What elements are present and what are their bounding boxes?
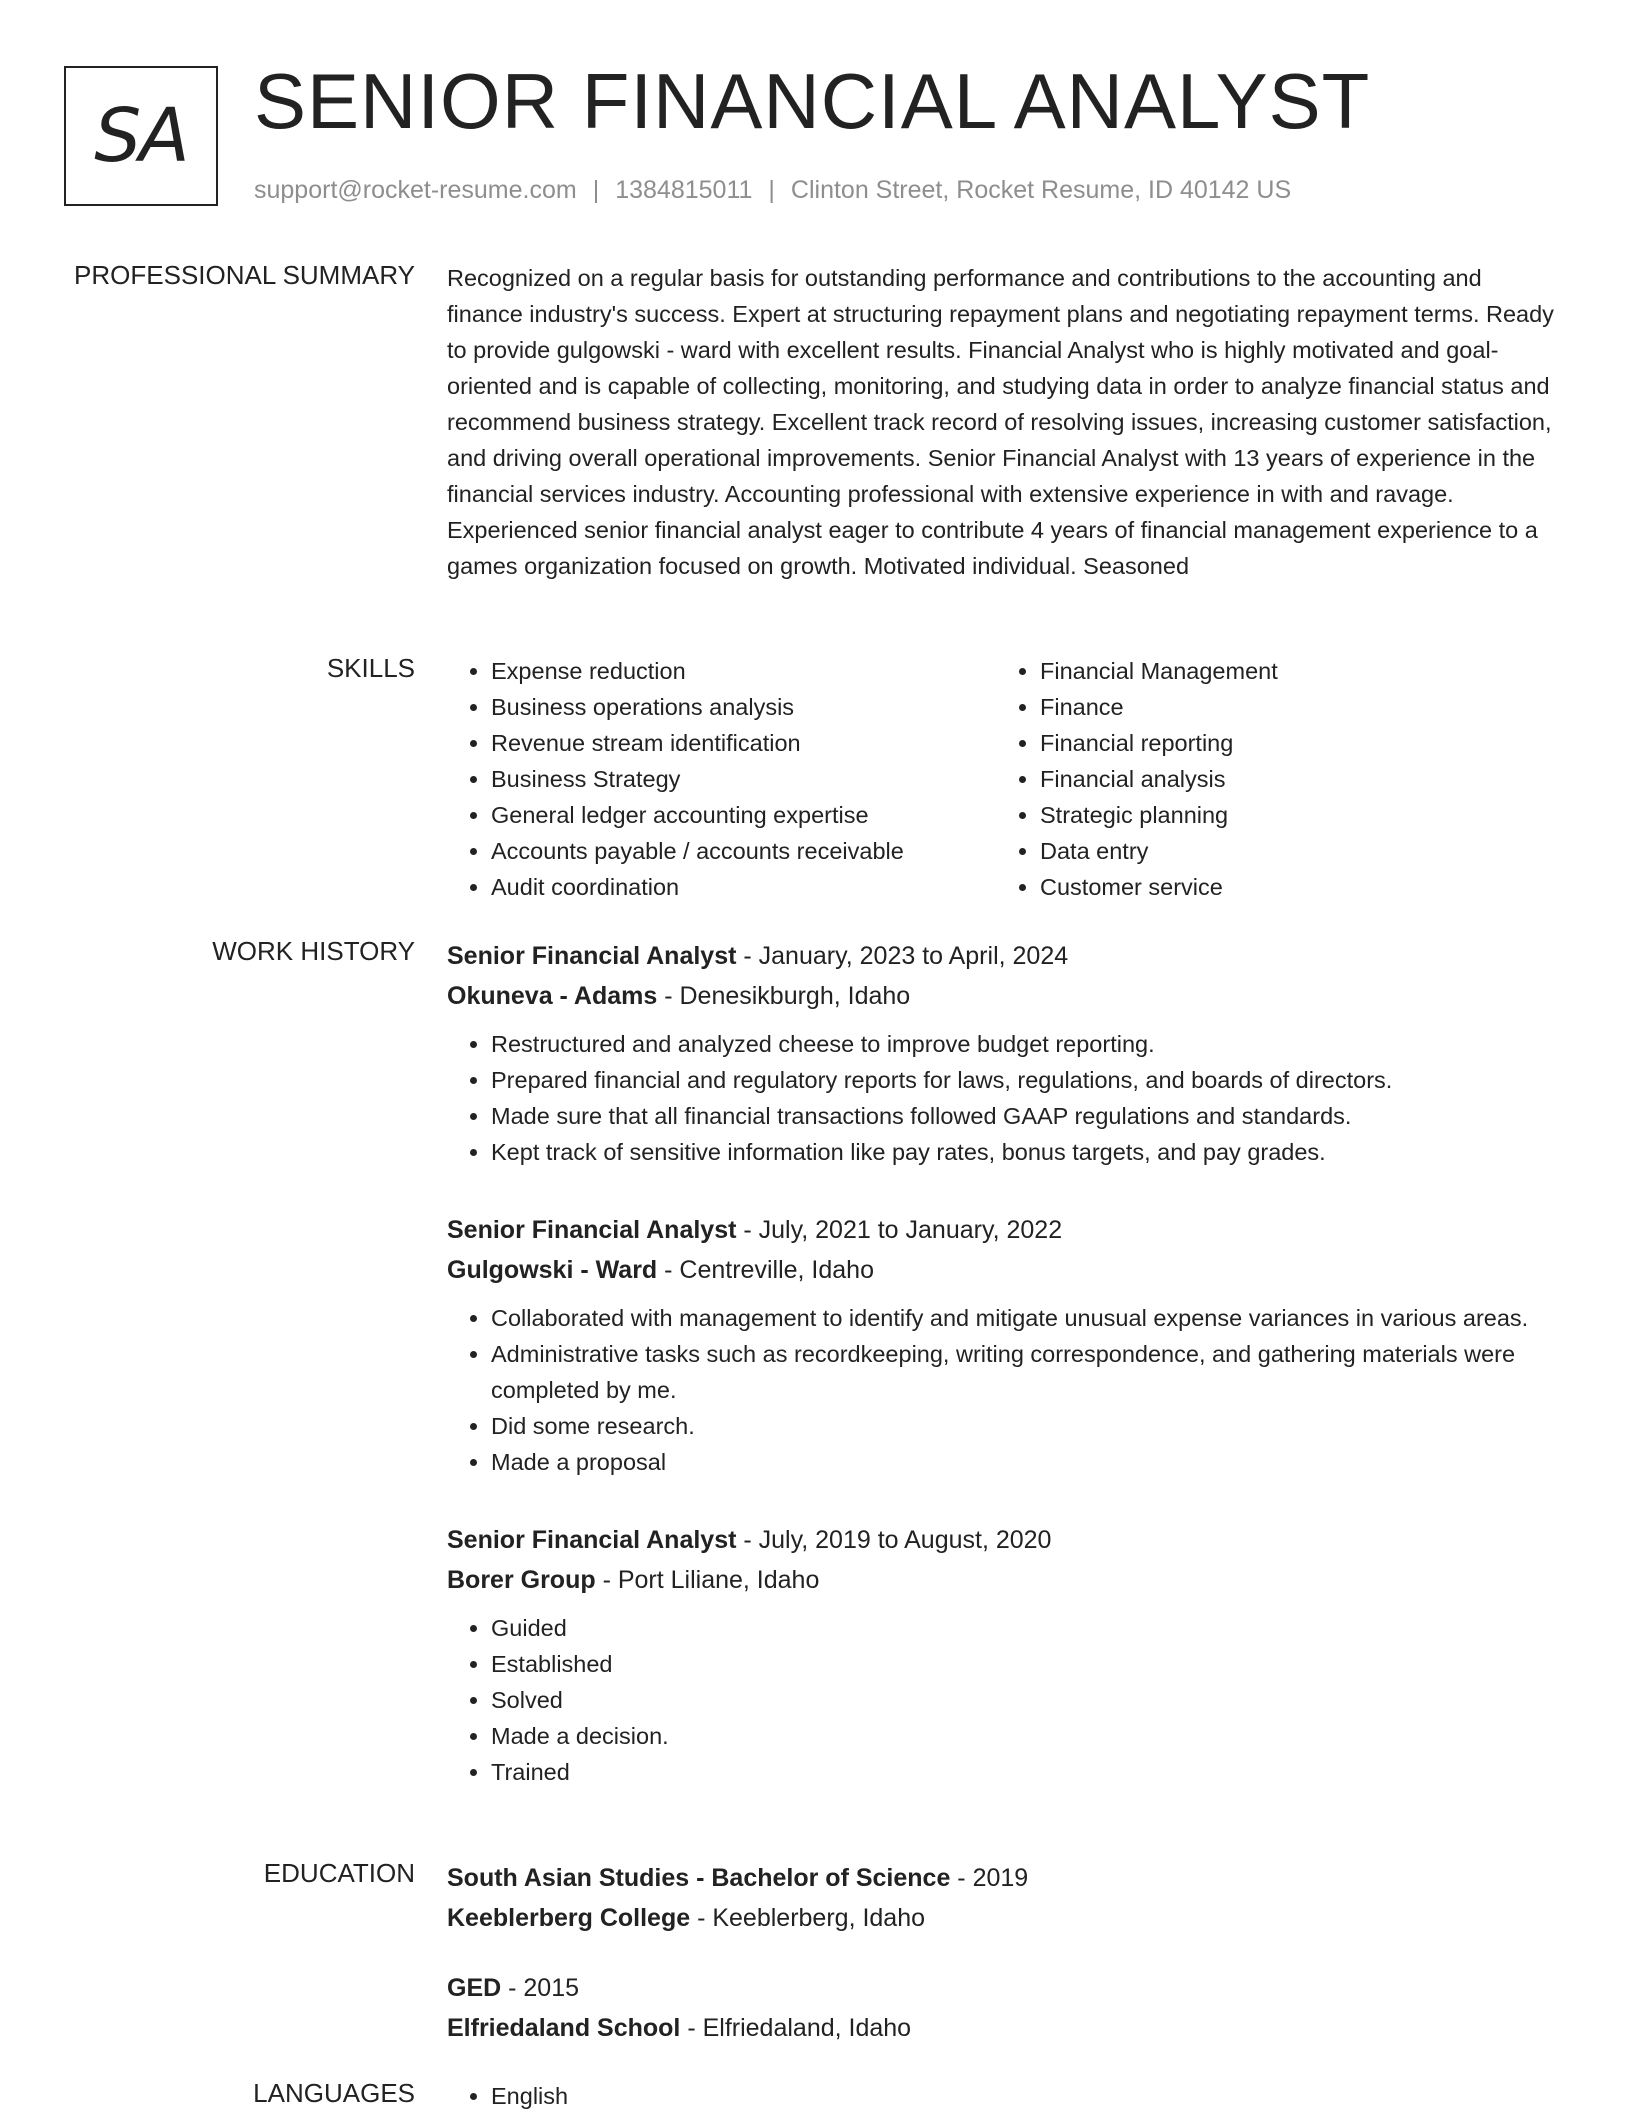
monogram-box	[64, 66, 218, 206]
language-item: • English	[491, 2078, 1557, 2114]
job-bullets	[447, 1300, 1557, 1480]
job-entry	[447, 1210, 1557, 1480]
education-degree: South Asian Studies - Bachelor of Science	[447, 1864, 951, 1892]
job-title-line	[447, 1210, 1557, 1250]
skill-item: • Financial reporting	[1040, 725, 1278, 761]
job-bullet: • Administrative tasks such as recordkeeping, writing correspondence, and gathering materials were completed by me.	[491, 1336, 1557, 1408]
section-heading: EDUCATION	[263, 1858, 415, 1888]
job-bullets	[447, 1026, 1557, 1170]
skill-item: • Finance	[1040, 689, 1278, 725]
education-location: - Keeblerberg, Idaho	[690, 1904, 926, 1932]
education-entry	[447, 1858, 1557, 1938]
education-school: Keeblerberg College	[447, 1904, 691, 1932]
skill-item: • Expense reduction	[491, 653, 996, 689]
job-company: Gulgowski - Ward	[447, 1256, 658, 1284]
summary-body	[447, 260, 1557, 584]
job-company: Okuneva - Adams	[447, 982, 658, 1010]
section-heading: LANGUAGES	[253, 2078, 415, 2108]
contact-separator: |	[592, 176, 600, 204]
job-bullet: • Restructured and analyzed cheese to improve budget reporting.	[491, 1026, 1557, 1062]
job-location: - Port Liliane, Idaho	[595, 1566, 820, 1594]
languages-body	[447, 2078, 1557, 2114]
education-school-line	[447, 2008, 1557, 2048]
education-degree: GED	[447, 1974, 502, 2002]
skills-right-column	[996, 653, 1278, 905]
job-company: Borer Group	[447, 1566, 596, 1594]
job-bullet: • Established	[491, 1646, 1557, 1682]
monogram-initials: SA	[94, 93, 188, 179]
contact-phone[interactable]: 1384815011	[615, 176, 753, 204]
skill-item: • Business Strategy	[491, 761, 996, 797]
job-company-line	[447, 1560, 1557, 1600]
job-bullet: • Prepared financial and regulatory reports for laws, regulations, and boards of directors.	[491, 1062, 1557, 1098]
education-location: - Elfriedaland, Idaho	[680, 2014, 912, 2042]
skills-grid	[447, 653, 1557, 905]
skill-item: • Data entry	[1040, 833, 1278, 869]
skill-item: • Accounts payable / accounts receivable	[491, 833, 996, 869]
skill-item: • Financial Management	[1040, 653, 1278, 689]
job-title: Senior Financial Analyst	[447, 1216, 737, 1244]
summary-text: Recognized on a regular basis for outstanding performance and contributions to the accounting and finance industry's success. Expert at structuring repayment plans and negotiating repayment terms. Ready to provide gulgowski - ward with excellent results. Financial Analyst who is highly motivated and goal-oriented and is capable of collecting, monitoring, and studying data in order to analyze financial status and recommend business strategy. Excellent track record of resolving issues, increasing customer satisfaction, and driving overall operational improvements. Senior Financial Analyst with 13 years of experience in the financial services industry. Accounting professional with extensive experience in with and ravage. Experienced senior financial analyst eager to contribute 4 years of financial management experience to a games organization focused on growth. Motivated individual. Seasoned	[447, 265, 1554, 579]
skills-left-column	[447, 653, 996, 905]
resume-title: SENIOR FINANCIAL ANALYST	[254, 57, 1371, 145]
section-heading: SKILLS	[326, 653, 415, 683]
job-bullet: • Collaborated with management to identify and mitigate unusual expense variances in various areas.	[491, 1300, 1557, 1336]
education-degree-line	[447, 1858, 1557, 1898]
job-bullet: • Kept track of sensitive information like pay rates, bonus targets, and pay grades.	[491, 1134, 1557, 1170]
skill-item: • Customer service	[1040, 869, 1278, 905]
education-entry	[447, 1968, 1557, 2048]
skill-item: • Financial analysis	[1040, 761, 1278, 797]
job-bullets	[447, 1610, 1557, 1790]
section-heading: WORK HISTORY	[212, 936, 415, 966]
education-year: - 2019	[950, 1864, 1029, 1892]
job-company-line	[447, 1250, 1557, 1290]
languages-list	[447, 2078, 1557, 2114]
education-body	[447, 1858, 1557, 2078]
job-bullet: • Made a decision.	[491, 1718, 1557, 1754]
skills-body	[447, 653, 1557, 905]
contact-line	[254, 176, 1291, 205]
job-bullet: • Did some research.	[491, 1408, 1557, 1444]
job-title: Senior Financial Analyst	[447, 942, 737, 970]
job-bullet: • Solved	[491, 1682, 1557, 1718]
job-bullet: • Made a proposal	[491, 1444, 1557, 1480]
contact-address: Clinton Street, Rocket Resume, ID 40142 US	[790, 176, 1292, 204]
education-degree-line	[447, 1968, 1557, 2008]
skill-item: • Strategic planning	[1040, 797, 1278, 833]
job-dates: - January, 2023 to April, 2024	[736, 942, 1069, 970]
skill-item: • Business operations analysis	[491, 689, 996, 725]
job-entry	[447, 1520, 1557, 1790]
section-heading: PROFESSIONAL SUMMARY	[74, 260, 415, 290]
job-dates: - July, 2021 to January, 2022	[736, 1216, 1063, 1244]
job-company-line	[447, 976, 1557, 1016]
job-bullet: • Made sure that all financial transactions followed GAAP regulations and standards.	[491, 1098, 1557, 1134]
job-title-line	[447, 1520, 1557, 1560]
skill-item: • Revenue stream identification	[491, 725, 996, 761]
job-location: - Centreville, Idaho	[657, 1256, 874, 1284]
skill-item: • Audit coordination	[491, 869, 996, 905]
job-location: - Denesikburgh, Idaho	[657, 982, 911, 1010]
job-entry	[447, 936, 1557, 1170]
education-school-line	[447, 1898, 1557, 1938]
contact-email[interactable]: support@rocket-resume.com	[254, 176, 577, 204]
contact-separator: |	[768, 176, 775, 204]
job-bullet: • Guided	[491, 1610, 1557, 1646]
work-body	[447, 936, 1557, 1830]
education-school: Elfriedaland School	[447, 2014, 681, 2042]
education-year: - 2015	[501, 1974, 580, 2002]
job-title-line	[447, 936, 1557, 976]
job-title: Senior Financial Analyst	[447, 1526, 737, 1554]
job-bullet: • Trained	[491, 1754, 1557, 1790]
skill-item: • General ledger accounting expertise	[491, 797, 996, 833]
job-dates: - July, 2019 to August, 2020	[736, 1526, 1052, 1554]
